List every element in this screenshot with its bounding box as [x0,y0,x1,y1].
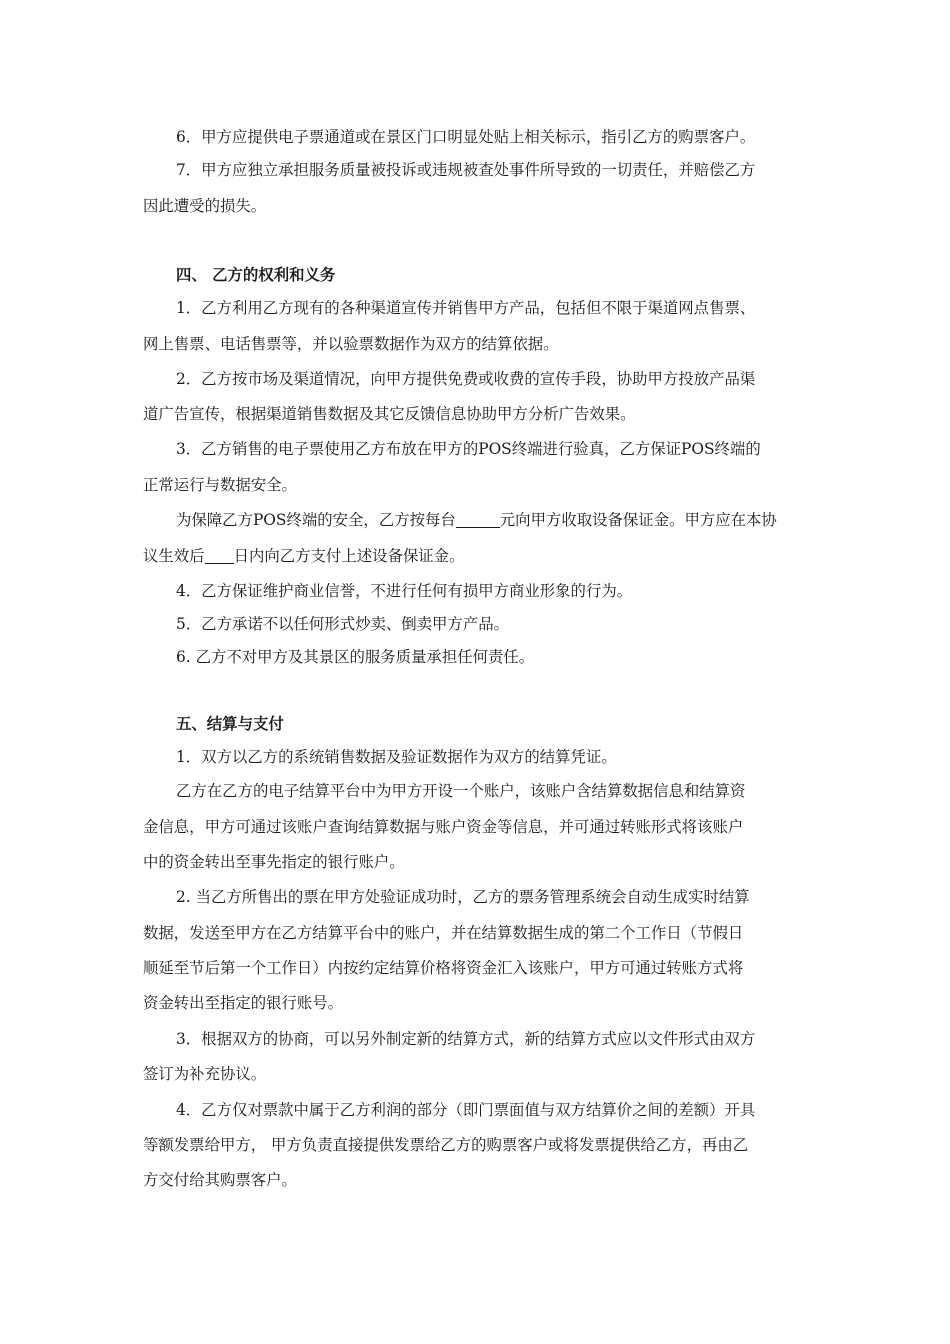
paragraph-s5-item2-line4: 资金转出至指定的银行账号。 [143,994,344,1012]
paragraph-s5-item3-line1: 3．根据双方的协商，可以另外制定新的结算方式，新的结算方式应以文件形式由双方 [176,1030,756,1048]
paragraph-s3-item7-line1: 7．甲方应独立承担服务质量被投诉或违规被查处事件所导致的一切责任，并赔偿乙方 [176,161,756,179]
paragraph-s4-item1-line1: 1．乙方利用乙方现有的各种渠道宣传并销售甲方产品，包括但不限于渠道网点售票、 [176,299,756,317]
paragraph-s4-deposit-line2 [143,539,807,573]
paragraph-s5-item2-line1: 2. 当乙方所售出的票在甲方处验证成功时，乙方的票务管理系统会自动生成实时结算 [176,888,750,906]
paragraph-s4-item4: 4．乙方保证维护商业信誉，不进行任何有损甲方商业形象的行为。 [176,582,633,600]
paragraph-s5-item4-line3: 方交付给其购票客户。 [143,1171,297,1189]
paragraph-s4-deposit-line1 [176,503,807,537]
paragraph-s5-item2-line2: 数据，发送至甲方在乙方结算平台中的账户，并在结算数据生成的第二个工作日（节假日 [143,924,744,942]
paragraph-s4-item2-line2: 道广告宣传，根据渠道销售数据及其它反馈信息协助甲方分析广告效果。 [143,405,636,423]
paragraph-s5-item2-line3: 顺延至节后第一个工作日）内按约定结算价格将资金汇入该账户，甲方可通过转账方式将 [143,959,744,977]
paragraph-s4-item6: 6. 乙方不对甲方及其景区的服务质量承担任何责任。 [176,648,535,666]
paragraph-s3-item7-line2: 因此遭受的损失。 [143,197,267,215]
paragraph-s4-item5: 5．乙方承诺不以任何形式炒卖、倒卖甲方产品。 [176,615,509,633]
paragraph-s4-item3-line2: 正常运行与数据安全。 [143,476,297,494]
paragraph-s3-item6: 6．甲方应提供电子票通道或在景区门口明显处贴上相关标示，指引乙方的购票客户。 [176,128,756,146]
blank-deposit-amount[interactable] [456,513,500,528]
section-heading-5: 五、结算与支付 [176,715,284,733]
deposit-text-part4: 日内向乙方支付上述设备保证金。 [233,547,465,565]
paragraph-s5-item4-line2: 等额发票给甲方， 甲方负责直接提供发票给乙方的购票客户或将发票提供给乙方，再由乙 [143,1136,749,1154]
paragraph-s4-item3-line1: 3．乙方销售的电子票使用乙方布放在甲方的POS终端进行验真，乙方保证POS终端的 [176,440,761,458]
paragraph-s5-account-line2: 金信息，甲方可通过该账户查询结算数据与账户资金等信息，并可通过转账形式将该账户 [143,818,744,836]
section-heading-4: 四、 乙方的权利和义务 [176,266,336,284]
paragraph-s5-account-line1: 乙方在乙方的电子结算平台中为甲方开设一个账户，该账户含结算数据信息和结算资 [176,782,746,800]
deposit-text-part3: 议生效后 [143,547,205,565]
paragraph-s5-item1: 1．双方以乙方的系统销售数据及验证数据作为双方的结算凭证。 [176,748,617,766]
blank-deposit-days[interactable] [205,549,234,564]
paragraph-s5-account-line3: 中的资金转出至事先指定的银行账户。 [143,853,405,871]
deposit-text-part2: 元向甲方收取设备保证金。甲方应在本协 [499,511,777,529]
paragraph-s5-item4-line1: 4．乙方仅对票款中属于乙方利润的部分（即门票面值与双方结算价之间的差额）开具 [176,1101,756,1119]
deposit-text-part1: 为保障乙方POS终端的安全，乙方按每台 [176,511,456,529]
paragraph-s4-item1-line2: 网上售票、电话售票等，并以验票数据作为双方的结算依据。 [143,335,559,353]
paragraph-s5-item3-line2: 签订为补充协议。 [143,1065,267,1083]
paragraph-s4-item2-line1: 2．乙方按市场及渠道情况，向甲方提供免费或收费的宣传手段，协助甲方投放产品渠 [176,370,756,388]
